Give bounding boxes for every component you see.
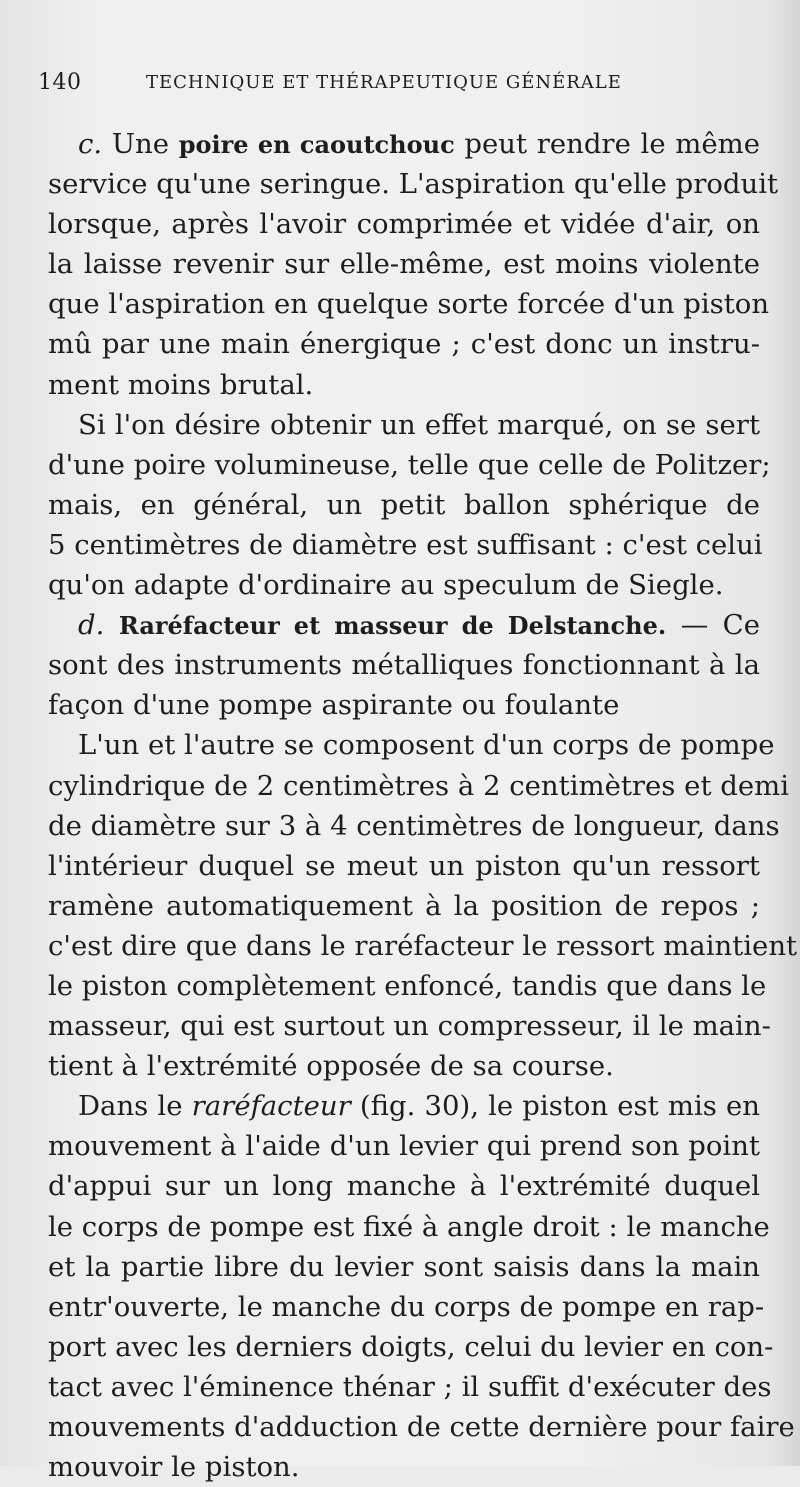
text-line: mû par une main énergique ; c'est donc un instru- xyxy=(48,328,760,361)
text-line: que l'aspiration en quelque sorte forcée d'un piston xyxy=(48,288,770,321)
text-line: tient à l'extrémité opposée de sa course. xyxy=(48,1050,614,1083)
text-line: L'un et l'autre se composent d'un corps de pompe xyxy=(78,729,775,762)
text-line: mouvements d'adduction de cette dernière pour faire xyxy=(48,1411,795,1443)
text-line: lorsque, après l'avoir comprimée et vidée d'air, on xyxy=(48,208,760,241)
text-line: d'appui sur un long manche à l'extrémité duquel xyxy=(48,1170,760,1203)
text-line: d. Raréfacteur et masseur de Delstanche. — Ce xyxy=(78,609,760,642)
text-line: tact avec l'éminence thénar ; il suffit d'exécuter des xyxy=(48,1370,772,1403)
text-line: ment moins brutal. xyxy=(48,368,314,401)
text-line: ramène automatiquement à la position de repos ; xyxy=(48,889,760,922)
term-rarefacteur: raréfacteur xyxy=(191,1090,351,1123)
text-line: mais, en général, un petit ballon sphérique de xyxy=(48,488,760,521)
text-line: service qu'une seringue. L'aspiration qu'elle produit xyxy=(48,168,779,201)
text-line: le corps de pompe est fixé à angle droit : le manche xyxy=(48,1210,770,1243)
body-text xyxy=(48,124,798,1487)
text-line: masseur, qui est surtout un compresseur, il le main- xyxy=(48,1010,771,1043)
text-line: le piston complètement enfoncé, tandis que dans le xyxy=(48,969,767,1002)
page-header xyxy=(38,66,768,100)
text-line: l'intérieur duquel se meut un piston qu'un ressort xyxy=(48,849,760,882)
text-line: entr'ouverte, le manche du corps de pompe en rap- xyxy=(48,1290,765,1323)
text-line: et la partie libre du levier sont saisis dans la main xyxy=(48,1250,760,1283)
text-line: 5 centimètres de diamètre est suffisant : c'est celui xyxy=(48,528,763,561)
text-line: c'est dire que dans le raréfacteur le ressort maintient xyxy=(48,929,798,962)
text-line: la laisse revenir sur elle-même, est moins violente xyxy=(48,248,760,281)
text-line: Dans le raréfacteur (fig. 30), le piston est mis en xyxy=(78,1090,760,1123)
text-line: mouvoir le piston. xyxy=(48,1451,300,1484)
text-line: qu'on adapte d'ordinaire au speculum de Siegle. xyxy=(48,569,724,602)
text-line: port avec les derniers doigts, celui du levier en con- xyxy=(48,1330,774,1363)
term-poire-en-caoutchouc: poire en caoutchouc xyxy=(178,130,455,159)
running-title: TECHNIQUE ET THÉRAPEUTIQUE GÉNÉRALE xyxy=(146,72,622,93)
text-line: façon d'une pompe aspirante ou foulante xyxy=(48,689,620,722)
term-rarefacteur-masseur: Raréfacteur et masseur de Delstanche. xyxy=(118,611,667,641)
text-line: cylindrique de 2 centimètres à 2 centimètres et demi xyxy=(48,769,789,802)
text-line: d'une poire volumineuse, telle que celle de Politzer; xyxy=(48,448,771,481)
text-line: sont des instruments métalliques fonctionnant à la xyxy=(48,649,760,682)
text-line: Si l'on désire obtenir un effet marqué, on se sert xyxy=(78,408,760,441)
text-line: de diamètre sur 3 à 4 centimètres de longueur, dans xyxy=(48,809,780,842)
text-line: c. Une poire en caoutchouc peut rendre le même xyxy=(78,128,760,160)
text-line: mouvement à l'aide d'un levier qui prend son point xyxy=(48,1130,760,1163)
page-number: 140 xyxy=(38,70,82,95)
